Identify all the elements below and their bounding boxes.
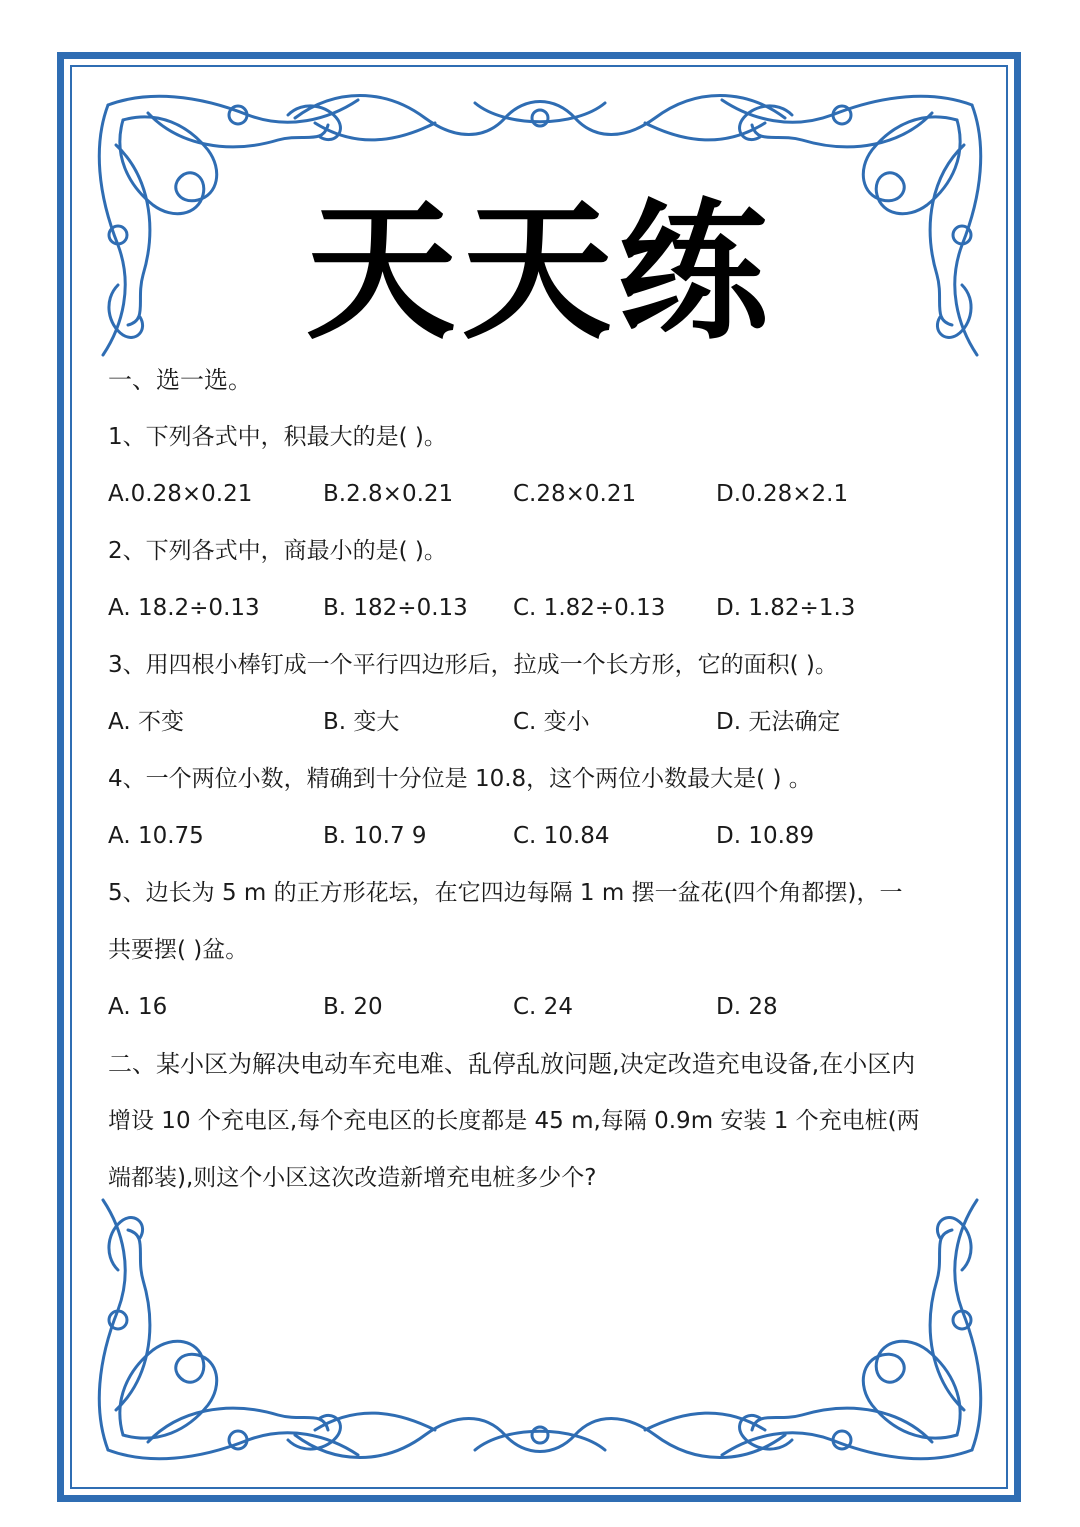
option-c: C. 变小 (513, 709, 590, 735)
option-d: D. 无法确定 (716, 709, 841, 735)
option-b: B. 变大 (323, 709, 400, 735)
option-a: A. 16 (108, 994, 168, 1020)
question-4-text: 4、一个两位小数，精确到十分位是 10.8，这个两位小数最大是( ) 。 (108, 766, 812, 792)
option-a: A. 不变 (108, 709, 184, 735)
page-title: 天天练 (305, 186, 774, 360)
option-c: C. 24 (513, 994, 573, 1020)
question-5-text-line1: 5、边长为 5 m 的正方形花坛，在它四边每隔 1 m 摆一盆花(四个角都摆)，一 (108, 880, 903, 906)
question-3-text: 3、用四根小棒钉成一个平行四边形后，拉成一个长方形，它的面积( )。 (108, 652, 838, 678)
option-a: A.0.28×0.21 (108, 481, 253, 507)
option-c: C.28×0.21 (513, 481, 637, 507)
question-4-options (108, 808, 978, 865)
option-a: A. 10.75 (108, 823, 204, 849)
option-d: D.0.28×2.1 (716, 481, 849, 507)
section2-line1: 二、某小区为解决电动车充电难、乱停乱放问题,决定改造充电设备,在小区内 (108, 1050, 916, 1078)
question-3-options (108, 694, 978, 751)
option-d: D. 28 (716, 994, 778, 1020)
worksheet-content (108, 352, 978, 1207)
option-b: B. 182÷0.13 (323, 595, 468, 621)
option-d: D. 1.82÷1.3 (716, 595, 856, 621)
question-5-options (108, 979, 978, 1036)
option-c: C. 1.82÷0.13 (513, 595, 666, 621)
option-a: A. 18.2÷0.13 (108, 595, 260, 621)
question-5-text-line2: 共要摆( )盆。 (108, 937, 249, 963)
section1-heading: 一、选一选。 (108, 366, 252, 394)
question-2-options (108, 580, 978, 637)
question-2-text: 2、下列各式中，商最小的是( )。 (108, 538, 447, 564)
question-1-options (108, 466, 978, 523)
option-b: B. 10.7 9 (323, 823, 427, 849)
option-b: B. 20 (323, 994, 383, 1020)
option-d: D. 10.89 (716, 823, 815, 849)
option-c: C. 10.84 (513, 823, 610, 849)
option-b: B.2.8×0.21 (323, 481, 454, 507)
question-1-text: 1、下列各式中，积最大的是( )。 (108, 424, 447, 450)
section2-line2: 增设 10 个充电区,每个充电区的长度都是 45 m,每隔 0.9m 安装 1 个充电桩(两 (108, 1108, 920, 1134)
section2-line3: 端都装),则这个小区这次改造新增充电桩多少个? (108, 1165, 597, 1191)
